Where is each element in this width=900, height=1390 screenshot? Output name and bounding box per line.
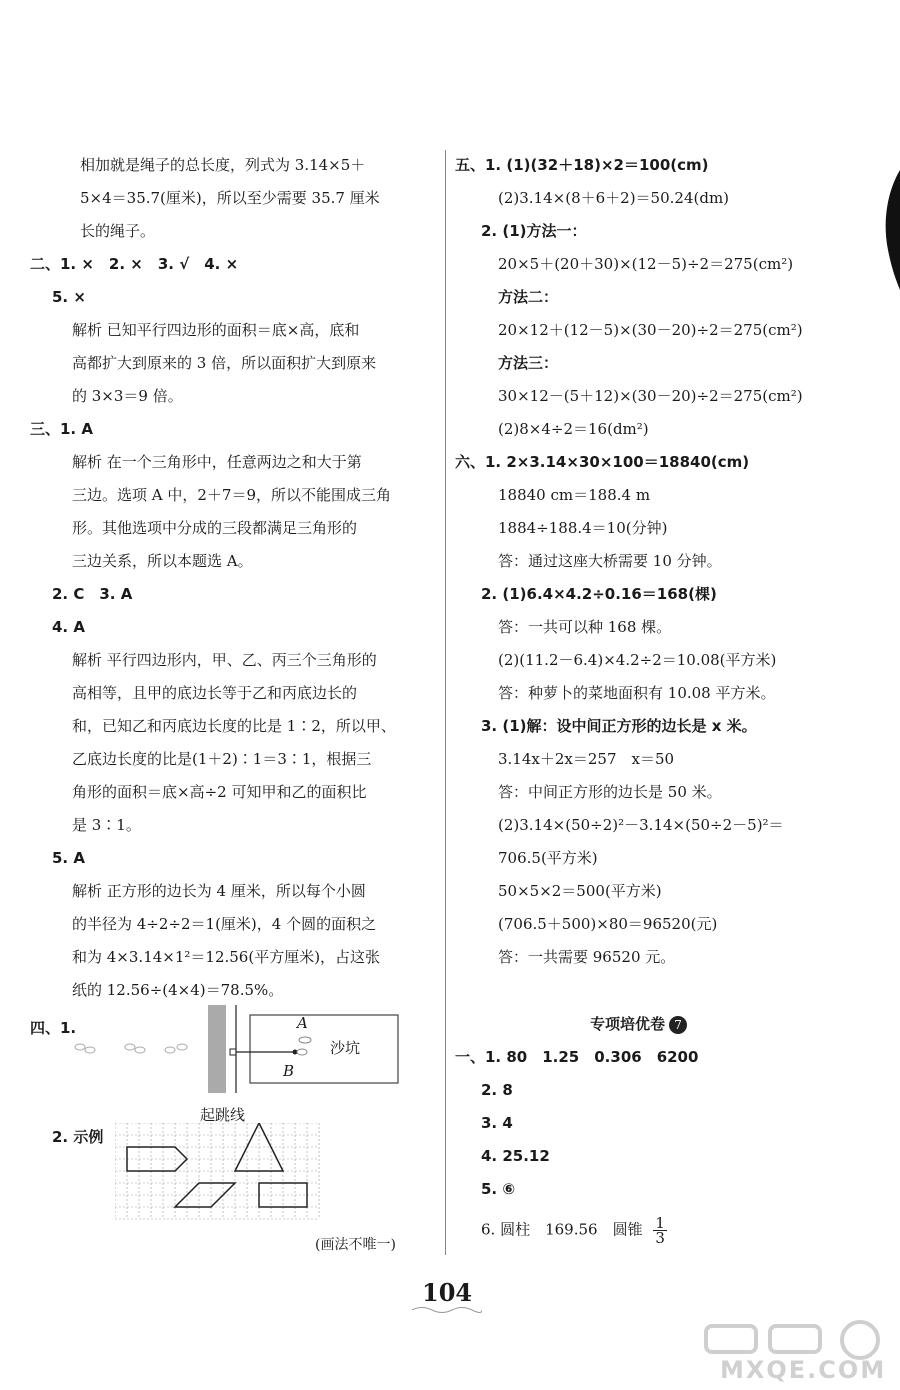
answer-line: 4. 25.12 — [481, 1147, 550, 1165]
text-line: 答：一共需要 96520 元。 — [498, 948, 676, 966]
text-line: (2)3.14×(50÷2)²－3.14×(50÷2－5)²＝ — [498, 816, 784, 834]
text-line: 长的绳子。 — [80, 222, 156, 240]
analysis-line: 是 3∶1。 — [72, 816, 141, 834]
analysis-line: 和为 4×3.14×1²＝12.56(平方厘米)，占这张 — [72, 948, 381, 966]
answer-line: 2. (1)6.4×4.2÷0.16＝168(棵) — [481, 585, 717, 603]
page-number: 104 — [422, 1278, 473, 1307]
text-line: 答：中间正方形的边长是 50 米。 — [498, 783, 722, 801]
analysis-line: 解析 正方形的边长为 4 厘米，所以每个小圆 — [72, 882, 366, 900]
long-jump-figure — [70, 1005, 440, 1100]
text-line: (706.5＋500)×80＝96520(元) — [498, 915, 718, 933]
text-line: 答：通过这座大桥需要 10 分钟。 — [498, 552, 722, 570]
section-number-badge: 7 — [669, 1016, 687, 1034]
takeoff-line-caption: 起跳线 — [200, 1106, 246, 1124]
column-divider — [445, 150, 446, 1255]
text-line: 18840 cm＝188.4 m — [498, 486, 651, 504]
analysis-line: 解析 平行四边形内，甲、乙、丙三个三角形的 — [72, 651, 377, 669]
text-line: 20×5＋(20＋30)×(12－5)÷2＝275(cm²) — [498, 255, 794, 273]
text-line: (2)3.14×(8＋6＋2)＝50.24(dm) — [498, 189, 730, 207]
analysis-line: 的半径为 4÷2÷2＝1(厘米)，4 个圆的面积之 — [72, 915, 377, 933]
point-b-label: B — [283, 1062, 295, 1080]
page-number-ornament — [412, 1305, 482, 1315]
answer-line: 2. C 3. A — [52, 585, 133, 603]
text-line: 5×4＝35.7(厘米)，所以至少需要 35.7 厘米 — [80, 189, 380, 207]
answer-line: 六、1. 2×3.14×30×100＝18840(cm) — [455, 453, 750, 471]
analysis-line: 三边。选项 A 中，2＋7＝9，所以不能围成三角 — [72, 486, 392, 504]
text-line: 方法三： — [498, 354, 559, 372]
analysis-line: 解析 在一个三角形中，任意两边之和大于第 — [72, 453, 362, 471]
text-line: 相加就是绳子的总长度，列式为 3.14×5＋ — [80, 156, 366, 174]
text-line: 答：种萝卜的菜地面积有 10.08 平方米。 — [498, 684, 776, 702]
fraction-one-third — [653, 1216, 667, 1245]
answer-line: 5. × — [52, 288, 86, 306]
text-line: 706.5(平方米) — [498, 849, 598, 867]
text-line: 20×12＋(12－5)×(30－20)÷2＝275(cm²) — [498, 321, 803, 339]
watermark-text: MXQE.COM — [720, 1356, 887, 1384]
analysis-line: 解析 已知平行四边形的面积＝底×高，底和 — [72, 321, 360, 339]
q4-2-label: 2. 示例 — [52, 1128, 104, 1146]
section-heading — [590, 1014, 687, 1034]
text-line: 50×5×2＝500(平方米) — [498, 882, 662, 900]
analysis-line: 形。其他选项中分成的三段都满足三角形的 — [72, 519, 358, 537]
analysis-line: 的 3×3＝9 倍。 — [72, 387, 183, 405]
analysis-line: 角形的面积＝底×高÷2 可知甲和乙的面积比 — [72, 783, 367, 801]
text-line: 30×12－(5＋12)×(30－20)÷2＝275(cm²) — [498, 387, 803, 405]
answer-line: 5. A — [52, 849, 85, 867]
answer-line: 3. 4 — [481, 1114, 513, 1132]
analysis-line: 纸的 12.56÷(4×4)＝78.5%。 — [72, 981, 284, 999]
analysis-line: 和，已知乙和丙底边长度的比是 1∶2，所以甲、 — [72, 717, 396, 735]
text-line: 答：一共可以种 168 棵。 — [498, 618, 672, 636]
fraction-denominator: 3 — [655, 1229, 665, 1247]
answer-line: 五、1. (1)(32＋18)×2＝100(cm) — [455, 156, 709, 174]
q6-text: 6. 圆柱 169.56 圆锥 — [481, 1220, 643, 1239]
point-a-label: A — [297, 1014, 308, 1032]
analysis-line: 三边关系，所以本题选 A。 — [72, 552, 253, 570]
text-line: 1884÷188.4＝10(分钟) — [498, 519, 668, 537]
text-line: 方法二： — [498, 288, 559, 306]
section-title: 专项培优卷 — [590, 1015, 666, 1033]
analysis-line: 高相等，且甲的底边长等于乙和丙底边长的 — [72, 684, 358, 702]
q4-label: 四、1. — [30, 1019, 77, 1037]
answer-line: 2. 8 — [481, 1081, 513, 1099]
text-line: (2)8×4÷2＝16(dm²) — [498, 420, 649, 438]
analysis-line: 高都扩大到原来的 3 倍，所以面积扩大到原来 — [72, 354, 377, 372]
answer-line: 4. A — [52, 618, 85, 636]
text-line: 3.14x＋2x＝257 x＝50 — [498, 750, 675, 768]
answer-line: 5. ⑥ — [481, 1180, 516, 1198]
page-edge-mark — [880, 170, 900, 290]
answer-line: 三、1. A — [30, 420, 93, 438]
answer-line: 一、1. 80 1.25 0.306 6200 — [455, 1048, 699, 1066]
sand-pit-label: 沙坑 — [330, 1039, 361, 1057]
answer-line-q6 — [481, 1216, 667, 1245]
answer-line: 二、1. × 2. × 3. √ 4. × — [30, 255, 239, 273]
text-line: (2)(11.2－6.4)×4.2÷2＝10.08(平方米) — [498, 651, 777, 669]
drawing-note: (画法不唯一) — [315, 1237, 396, 1253]
watermark-logo — [700, 1320, 895, 1389]
grid-shapes-figure — [115, 1123, 335, 1223]
answer-line: 3. (1)解：设中间正方形的边长是 x 米。 — [481, 717, 757, 735]
fraction-numerator: 1 — [655, 1214, 665, 1232]
answer-line: 2. (1)方法一： — [481, 222, 587, 240]
analysis-line: 乙底边长度的比是(1＋2)∶1＝3∶1，根据三 — [72, 750, 372, 768]
